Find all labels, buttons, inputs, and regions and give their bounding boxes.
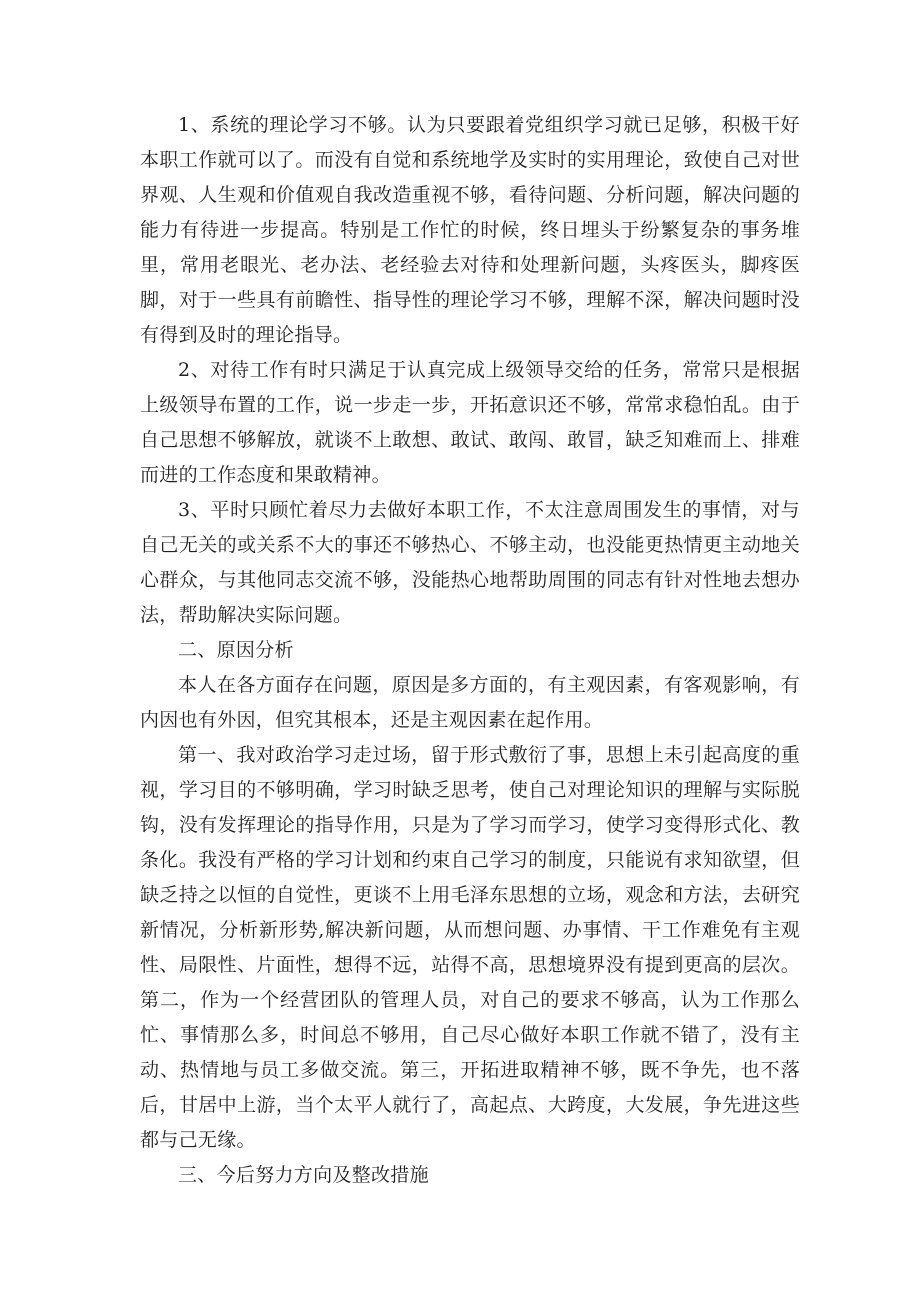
paragraph-cause-details: 第一、我对政治学习走过场，留于形式敷衍了事，思想上未引起高度的重视，学习目的不够明确，学习时缺乏思考，使自己对理论知识的理解与实际脱钩，没有发挥理论的指导作用，只是为了学习而学习，使学习变得形式化、教条化。我没有严格的学习计划和约束自己学习的制度，只能说有求知欲望，但缺乏持之以恒的自觉性，更谈不上用毛泽东思想的立场，观念和方法，去研究新情况，分析新形势,解决新问题，从而想问题、办事情、干工作难免有主观性、局限性、片面性，想得不远，站得不高，思想境界没有提到更高的层次。第二，作为一个经营团队的管理人员，对自己的要求不够高，认为工作那么忙、事情那么多，时间总不够用，自己尽心做好本职工作就不错了，没有主动、热情地与员工多做交流。第三，开拓进取精神不够，既不争先，也不落后，甘居中上游，当个太平人就行了，高起点、大跨度，大发展，争先进这些都与己无缘。	[140, 744, 800, 1151]
paragraph-theory-study: 1、系统的理论学习不够。认为只要跟着党组织学习就已足够，积极干好本职工作就可以了。而没有自觉和系统地学及实时的实用理论，致使自己对世界观、人生观和价值观自我改造重视不够，看待问题、分析问题，解决问题的能力有待进一步提高。特别是工作忙的时候，终日埋头于纷繁复杂的事务堆里，常用老眼光、老办法、老经验去对待和处理新问题，头疼医头，脚疼医脚，对于一些具有前瞻性、指导性的理论学习不够，理解不深，解决问题时没有得到及时的理论指导。	[140, 114, 800, 346]
paragraph-cause-summary: 本人在各方面存在问题，原因是多方面的，有主观因素，有客观影响，有内因也有外因，但究其根本，还是主观因素在起作用。	[140, 674, 800, 731]
paragraph-caring-others: 3、平时只顾忙着尽力去做好本职工作，不太注意周围发生的事情，对与自己无关的或关系不大的事还不够热心、不够主动，也没能更热情更主动地关心群众，与其他同志交流不够，没能热心地帮助周围的同志有针对性地去想办法，帮助解决实际问题。	[140, 499, 800, 626]
section-heading-improvement-measures: 三、今后努力方向及整改措施	[178, 1164, 429, 1186]
document-page	[140, 108, 800, 1193]
paragraph-work-attitude: 2、对待工作有时只满足于认真完成上级领导交给的任务，常常只是根据上级领导布置的工作，说一步走一步，开拓意识还不够，常常求稳怕乱。由于自己思想不够解放，就谈不上敢想、敢试、敢闯、敢冒，缺乏知难而上、排难而进的工作态度和果敢精神。	[140, 359, 800, 486]
section-heading-cause-analysis: 二、原因分析	[178, 639, 294, 661]
